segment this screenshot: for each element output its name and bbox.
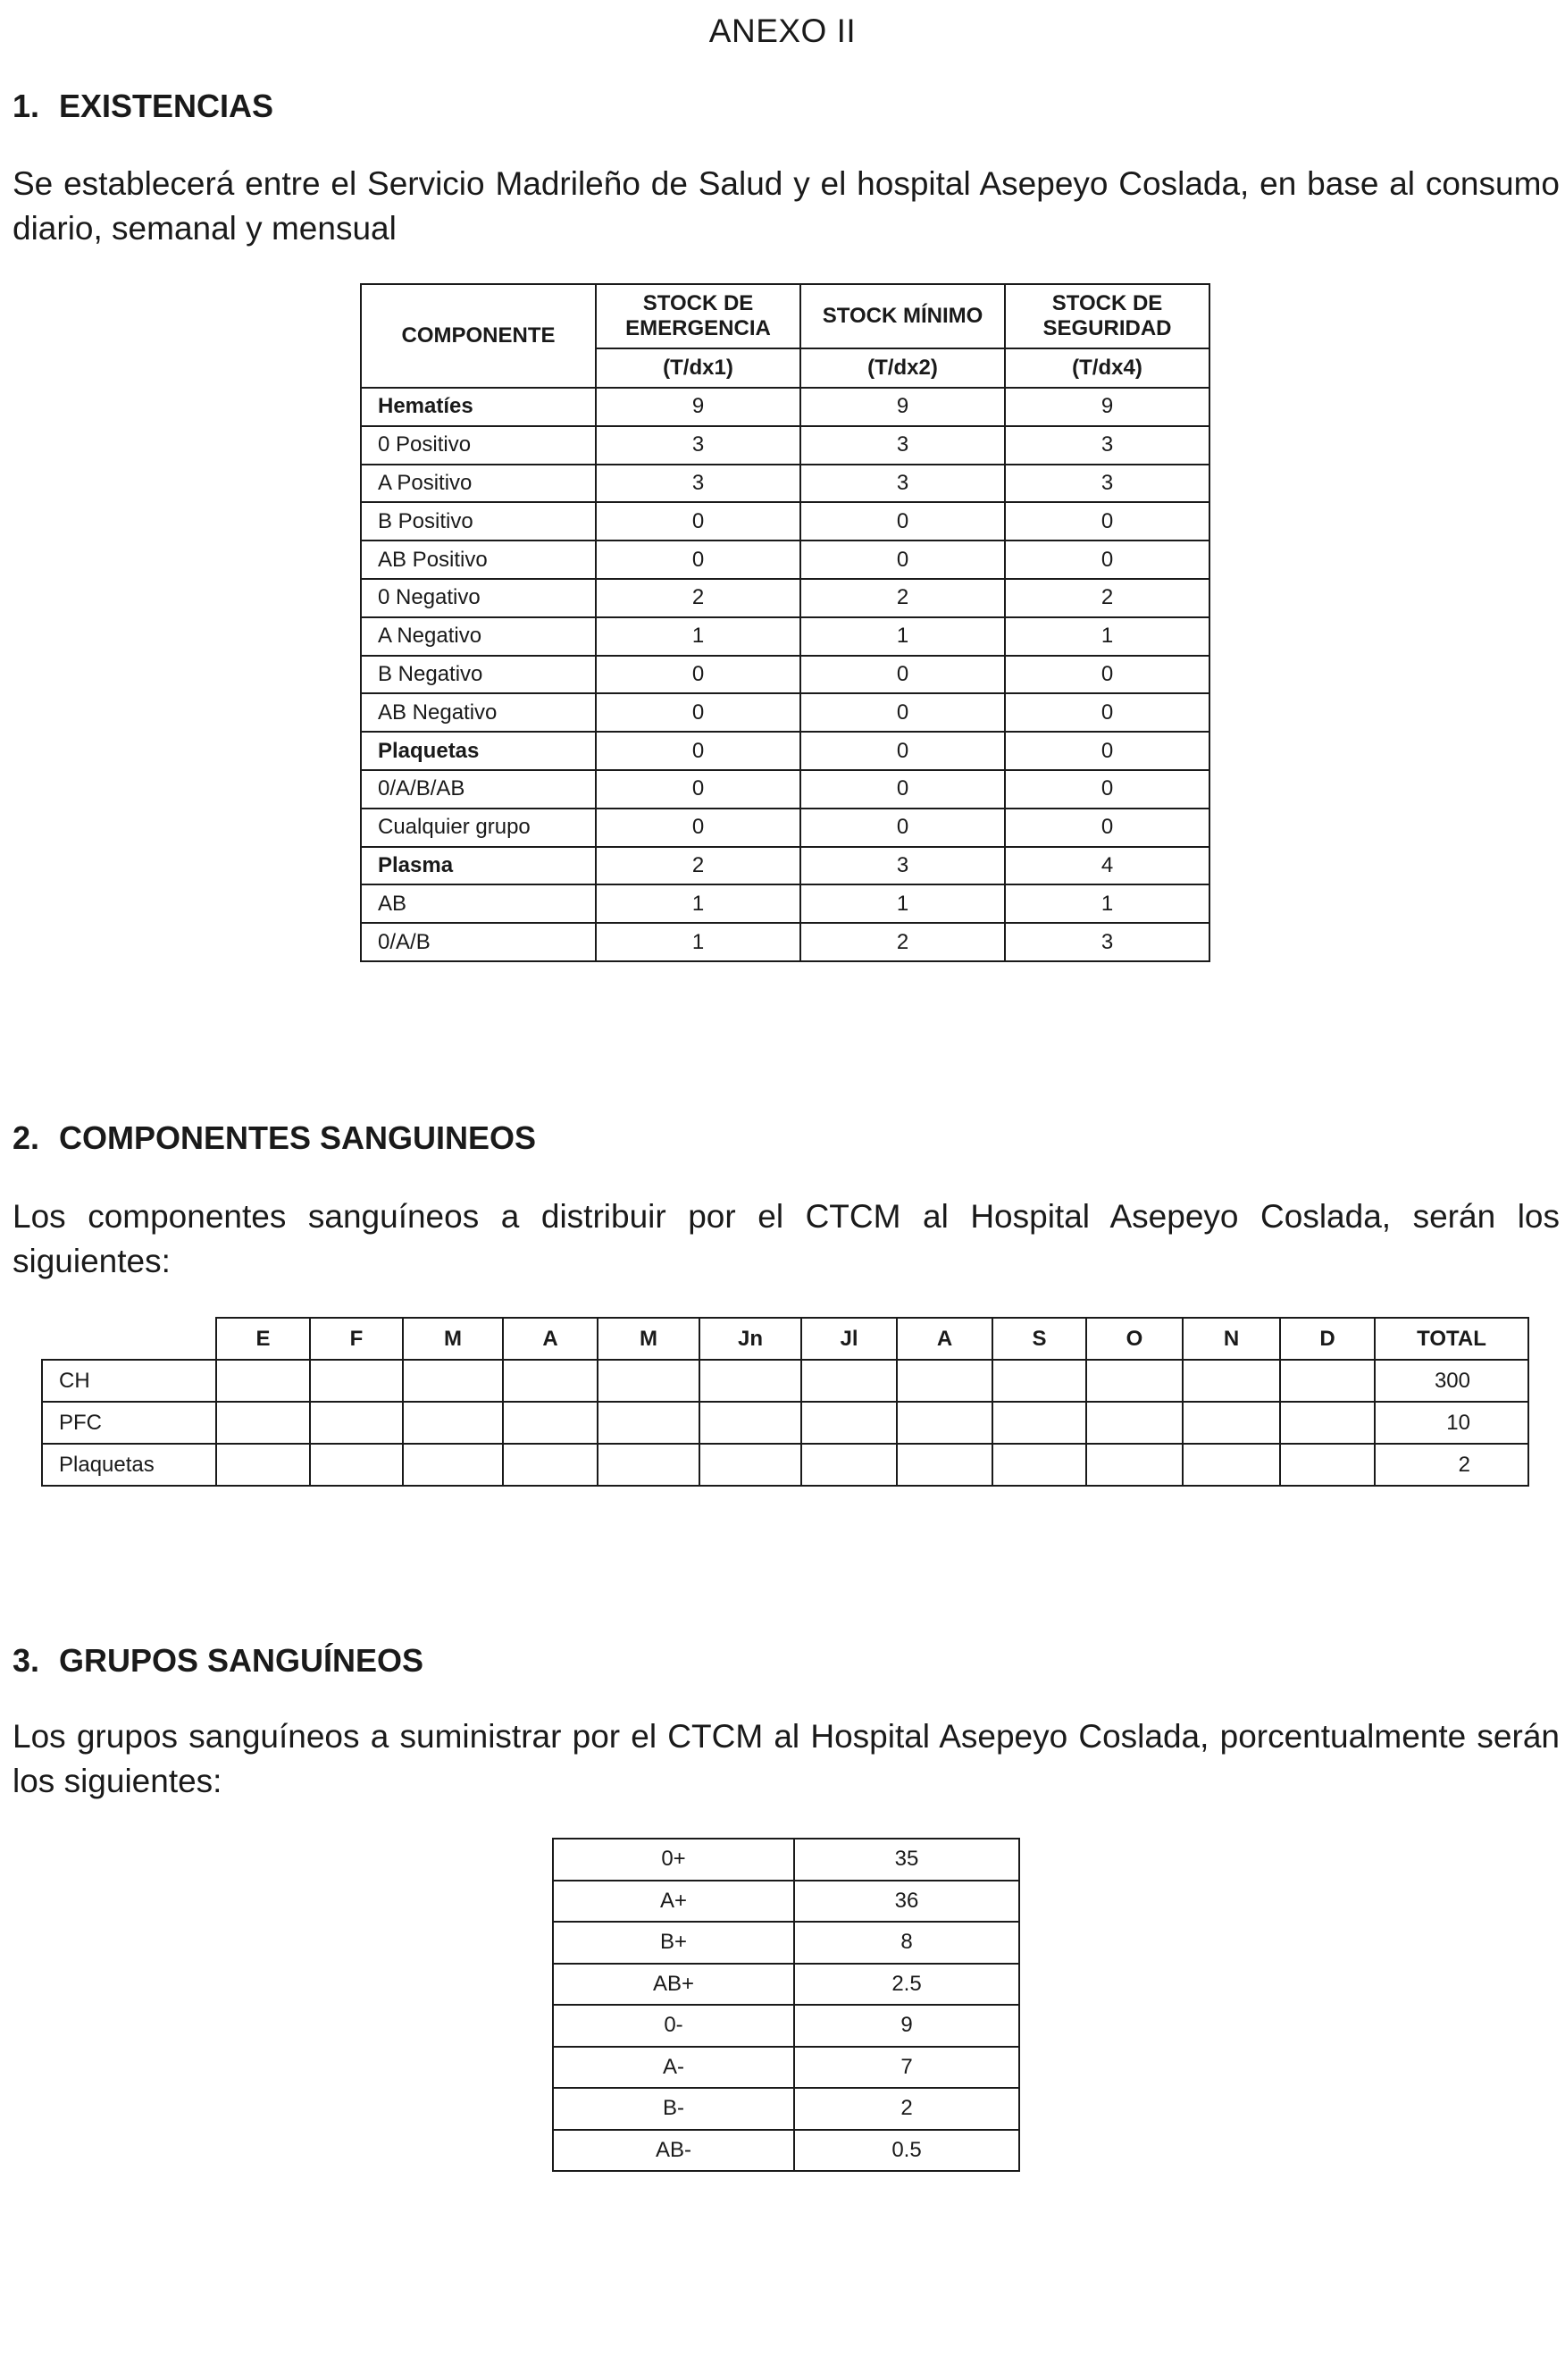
month-cell — [699, 1360, 801, 1402]
month-cell — [699, 1444, 801, 1486]
month-cell — [403, 1402, 503, 1444]
section-3-paragraph: Los grupos sanguíneos a suministrar por el CTCM al Hospital Asepeyo Coslada, porcentualmente serán los siguientes: — [13, 1718, 1560, 1799]
stock-value-2: 0 — [800, 693, 1005, 732]
stock-value-1: 9 — [596, 388, 800, 426]
stock-value-2: 9 — [800, 388, 1005, 426]
stock-value-2: 0 — [800, 770, 1005, 809]
stock-value-3: 0 — [1005, 656, 1209, 694]
month-cell — [403, 1360, 503, 1402]
month-cell — [216, 1402, 310, 1444]
section-2-title: COMPONENTES SANGUINEOS — [59, 1119, 537, 1156]
blood-group-row — [553, 2088, 1019, 2130]
month-header: F — [310, 1318, 403, 1360]
blood-group-label: 0- — [553, 2005, 794, 2047]
month-header: Jl — [801, 1318, 897, 1360]
stock-value-1: 0 — [596, 809, 800, 847]
stock-row — [361, 770, 1209, 809]
stock-value-1: 0 — [596, 502, 800, 541]
month-cell — [1086, 1444, 1183, 1486]
stock-row-label: Hematíes — [361, 388, 596, 426]
blood-group-percent: 35 — [794, 1839, 1019, 1881]
month-cell — [503, 1402, 598, 1444]
month-cell — [1280, 1402, 1375, 1444]
stock-value-2: 0 — [800, 502, 1005, 541]
month-cell — [992, 1444, 1086, 1486]
stock-row-label: Plasma — [361, 847, 596, 885]
month-header: M — [403, 1318, 503, 1360]
stock-value-2: 1 — [800, 617, 1005, 656]
component-total: 2 — [1375, 1444, 1528, 1486]
stock-value-1: 3 — [596, 426, 800, 465]
stock-value-3: 1 — [1005, 884, 1209, 923]
month-cell — [699, 1402, 801, 1444]
blood-group-percent: 2.5 — [794, 1964, 1019, 2006]
annex-title: ANEXO II — [708, 13, 857, 49]
stock-row-label: A Positivo — [361, 465, 596, 503]
month-cell — [216, 1444, 310, 1486]
blood-group-percent: 7 — [794, 2047, 1019, 2089]
month-cell — [1280, 1360, 1375, 1402]
stock-row-label: 0/A/B/AB — [361, 770, 596, 809]
subheader-tdx2: (T/dx2) — [800, 348, 1005, 388]
blood-group-percent: 36 — [794, 1881, 1019, 1923]
month-header: M — [598, 1318, 699, 1360]
stock-table — [360, 283, 1210, 962]
month-header: Jn — [699, 1318, 801, 1360]
stock-value-1: 1 — [596, 923, 800, 961]
section-2-number: 2. — [13, 1119, 40, 1156]
month-cell — [1183, 1444, 1280, 1486]
stock-row-label: Cualquier grupo — [361, 809, 596, 847]
stock-row-label: B Positivo — [361, 502, 596, 541]
stock-value-3: 2 — [1005, 579, 1209, 617]
stock-row — [361, 579, 1209, 617]
header-componente: COMPONENTE — [361, 284, 596, 388]
month-cell — [403, 1444, 503, 1486]
stock-value-2: 0 — [800, 809, 1005, 847]
month-cell — [1280, 1444, 1375, 1486]
month-cell — [992, 1402, 1086, 1444]
month-header: S — [992, 1318, 1086, 1360]
section-1-paragraph: Se establecerá entre el Servicio Madrileño de Salud y el hospital Asepeyo Coslada, en base al consumo diario, semanal y mensual — [13, 165, 1560, 247]
stock-table-body — [361, 388, 1209, 961]
section-3-heading — [13, 1642, 423, 1680]
stock-value-2: 1 — [800, 884, 1005, 923]
month-cell — [1183, 1360, 1280, 1402]
blood-group-label: A- — [553, 2047, 794, 2089]
month-cell — [897, 1402, 992, 1444]
stock-value-3: 0 — [1005, 502, 1209, 541]
month-cell — [310, 1360, 403, 1402]
stock-row — [361, 809, 1209, 847]
stock-value-2: 0 — [800, 732, 1005, 770]
stock-value-3: 1 — [1005, 617, 1209, 656]
stock-value-3: 3 — [1005, 426, 1209, 465]
stock-value-3: 0 — [1005, 770, 1209, 809]
blood-group-label: AB- — [553, 2130, 794, 2172]
month-cell — [310, 1444, 403, 1486]
subheader-tdx4: (T/dx4) — [1005, 348, 1209, 388]
stock-row — [361, 617, 1209, 656]
month-cell — [598, 1444, 699, 1486]
blood-group-row — [553, 2130, 1019, 2172]
blood-group-label: 0+ — [553, 1839, 794, 1881]
component-label: Plaquetas — [42, 1444, 216, 1486]
components-table-body — [42, 1360, 1528, 1486]
month-cell — [598, 1402, 699, 1444]
section-2-paragraph: Los componentes sanguíneos a distribuir por el CTCM al Hospital Asepeyo Coslada, serán los siguientes: — [13, 1198, 1560, 1279]
stock-row — [361, 884, 1209, 923]
component-row — [42, 1402, 1528, 1444]
stock-value-3: 0 — [1005, 809, 1209, 847]
month-header: A — [897, 1318, 992, 1360]
blood-groups-table-body — [553, 1839, 1019, 2171]
stock-value-1: 0 — [596, 541, 800, 579]
stock-row-label: AB Negativo — [361, 693, 596, 732]
blood-group-percent: 8 — [794, 1922, 1019, 1964]
month-cell — [1086, 1402, 1183, 1444]
stock-row — [361, 502, 1209, 541]
stock-value-2: 3 — [800, 465, 1005, 503]
stock-value-1: 0 — [596, 770, 800, 809]
stock-value-1: 0 — [596, 656, 800, 694]
stock-row-label: AB Positivo — [361, 541, 596, 579]
stock-value-2: 2 — [800, 923, 1005, 961]
stock-value-2: 2 — [800, 579, 1005, 617]
stock-value-1: 0 — [596, 732, 800, 770]
stock-value-3: 3 — [1005, 923, 1209, 961]
stock-row — [361, 388, 1209, 426]
blood-group-row — [553, 2047, 1019, 2089]
month-cell — [897, 1360, 992, 1402]
month-cell — [503, 1360, 598, 1402]
stock-value-2: 0 — [800, 541, 1005, 579]
month-header: D — [1280, 1318, 1375, 1360]
components-table — [41, 1317, 1529, 1487]
stock-row — [361, 426, 1209, 465]
month-cell — [598, 1360, 699, 1402]
month-cell — [801, 1402, 897, 1444]
stock-row — [361, 847, 1209, 885]
blood-group-row — [553, 1922, 1019, 1964]
stock-row-label: B Negativo — [361, 656, 596, 694]
stock-row-label: Plaquetas — [361, 732, 596, 770]
month-cell — [310, 1402, 403, 1444]
stock-value-1: 3 — [596, 465, 800, 503]
blood-group-row — [553, 2005, 1019, 2047]
stock-value-3: 0 — [1005, 693, 1209, 732]
stock-row-label: AB — [361, 884, 596, 923]
stock-row — [361, 732, 1209, 770]
stock-value-3: 0 — [1005, 732, 1209, 770]
stock-value-3: 4 — [1005, 847, 1209, 885]
section-2-heading — [13, 1119, 536, 1157]
month-cell — [801, 1360, 897, 1402]
month-cell — [1183, 1402, 1280, 1444]
blood-group-percent: 0.5 — [794, 2130, 1019, 2172]
stock-value-2: 3 — [800, 426, 1005, 465]
month-cell — [1086, 1360, 1183, 1402]
section-3-number: 3. — [13, 1642, 40, 1679]
blood-groups-table — [552, 1838, 1020, 2172]
blood-group-percent: 9 — [794, 2005, 1019, 2047]
stock-row-label: A Negativo — [361, 617, 596, 656]
month-header: E — [216, 1318, 310, 1360]
month-header: N — [1183, 1318, 1280, 1360]
blood-group-label: B+ — [553, 1922, 794, 1964]
section-1-title: EXISTENCIAS — [59, 88, 274, 124]
section-3-title: GRUPOS SANGUÍNEOS — [59, 1642, 424, 1679]
header-stock-minimo: STOCK MÍNIMO — [800, 284, 1005, 348]
blood-group-label: B- — [553, 2088, 794, 2130]
header-stock-emergencia: STOCK DE EMERGENCIA — [596, 284, 800, 348]
month-cell — [216, 1360, 310, 1402]
stock-row — [361, 541, 1209, 579]
blood-group-row — [553, 1881, 1019, 1923]
component-total: 10 — [1375, 1402, 1528, 1444]
total-header: TOTAL — [1375, 1318, 1528, 1360]
stock-row-label: 0 Positivo — [361, 426, 596, 465]
stock-value-3: 9 — [1005, 388, 1209, 426]
components-header-row — [42, 1318, 1528, 1360]
stock-row — [361, 923, 1209, 961]
section-1-heading — [13, 88, 273, 125]
blood-group-label: A+ — [553, 1881, 794, 1923]
blood-group-percent: 2 — [794, 2088, 1019, 2130]
month-header: A — [503, 1318, 598, 1360]
stock-value-1: 0 — [596, 693, 800, 732]
component-row — [42, 1360, 1528, 1402]
stock-row — [361, 693, 1209, 732]
subheader-tdx1: (T/dx1) — [596, 348, 800, 388]
stock-value-3: 3 — [1005, 465, 1209, 503]
stock-value-2: 0 — [800, 656, 1005, 694]
stock-value-1: 2 — [596, 847, 800, 885]
stock-value-1: 1 — [596, 884, 800, 923]
component-label: PFC — [42, 1402, 216, 1444]
stock-value-1: 2 — [596, 579, 800, 617]
month-cell — [503, 1444, 598, 1486]
blood-group-label: AB+ — [553, 1964, 794, 2006]
stock-row — [361, 465, 1209, 503]
stock-row-label: 0 Negativo — [361, 579, 596, 617]
header-stock-seguridad: STOCK DE SEGURIDAD — [1005, 284, 1209, 348]
component-label: CH — [42, 1360, 216, 1402]
month-cell — [897, 1444, 992, 1486]
blood-group-row — [553, 1839, 1019, 1881]
stock-row-label: 0/A/B — [361, 923, 596, 961]
month-cell — [992, 1360, 1086, 1402]
stock-value-3: 0 — [1005, 541, 1209, 579]
stock-value-2: 3 — [800, 847, 1005, 885]
component-row — [42, 1444, 1528, 1486]
stock-row — [361, 656, 1209, 694]
section-1-number: 1. — [13, 88, 40, 124]
header-corner — [42, 1318, 216, 1360]
component-total: 300 — [1375, 1360, 1528, 1402]
stock-value-1: 1 — [596, 617, 800, 656]
month-header: O — [1086, 1318, 1183, 1360]
blood-group-row — [553, 1964, 1019, 2006]
month-cell — [801, 1444, 897, 1486]
